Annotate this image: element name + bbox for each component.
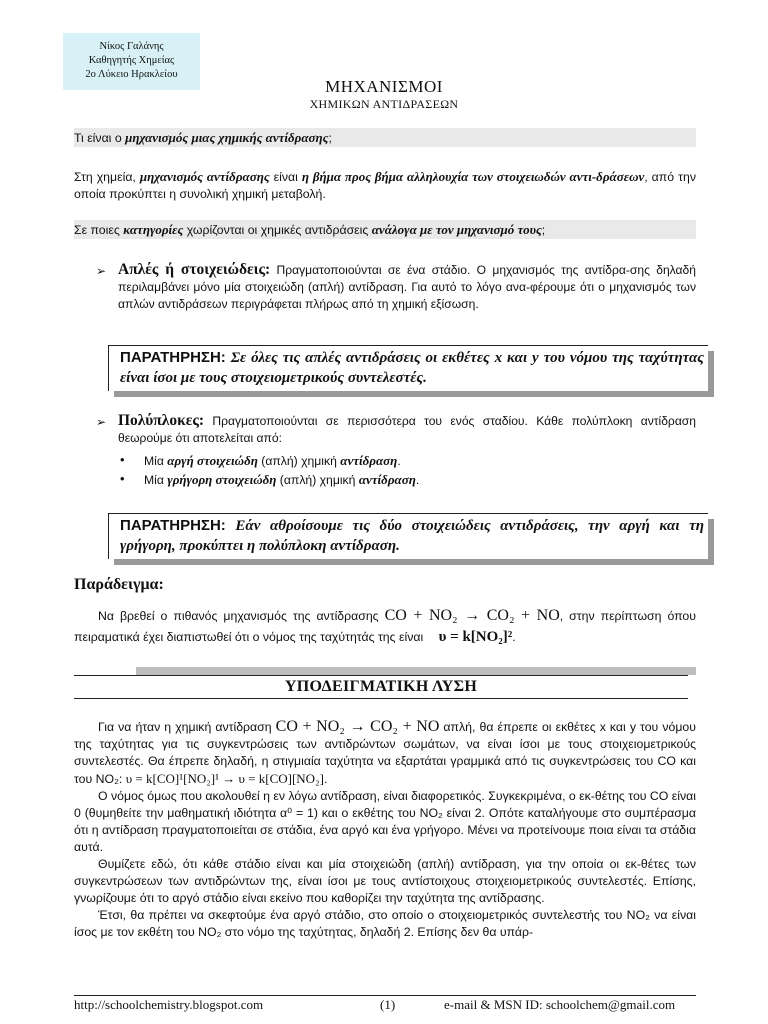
author-role: Καθηγητής Χημείας — [88, 55, 175, 66]
definition-paragraph: Στη χημεία, μηχανισμός αντίδρασης είναι η βήμα προς βήμα αλληλουχία των στοιχειωδών αντι-δράσεων, από την οποία προκύπτει η συνολική χημική μεταβολή. — [74, 169, 696, 201]
note-complex-reactions: ΠΑΡΑΤΗΡΗΣΗ: Εάν αθροίσουμε τις δύο στοιχειώδεις αντιδράσεις, την αργή και τη γρήγορη, προκύπτει η πολύπλοκη αντίδραση. — [108, 513, 708, 559]
solution-paragraph: Θυμίζετε εδώ, ότι κάθε στάδιο είναι και μία στοιχειώδη (απλή) αντίδραση, για την οποία οι εκ-θέτες των συγκεντρώσεων των αντιδρώντων της, είναι ίσοι με τους αντίστοιχους στοιχειομετρικούς συντελεστές. Επίσης, γνωρίζουμε ότι το αργό στάδιο είναι εκείνο που καθορίζει την ταχύτητα της αντίδρασης. — [74, 857, 696, 905]
rate-law-derivation: υ = k[CO]¹[NO₂]¹ → υ = k[CO][NO₂] — [125, 771, 324, 786]
note-label: ΠΑΡΑΤΗΡΗΣΗ: — [120, 349, 226, 366]
complex-reactions-heading: Πολύπλοκες: — [118, 412, 205, 429]
solution-heading: ΥΠΟΔΕΙΓΜΑΤΙΚΗ ΛΥΣΗ — [74, 675, 688, 699]
author-school: 2ο Λύκειο Ηρακλείου — [85, 69, 178, 80]
solution-heading-shade — [136, 667, 696, 675]
rate-law: υ = k[NO₂]² — [438, 629, 513, 645]
solution-body — [74, 718, 696, 941]
bullet-dot-icon: • — [120, 471, 125, 486]
list-item: Μία γρήγορη στοιχειώδη (απλή) χημική αντίδραση. — [144, 472, 420, 487]
page-subtitle: ΧΗΜΙΚΩΝ ΑΝΤΙΔΡΑΣΕΩΝ — [309, 97, 459, 111]
question-categories: Σε ποιες κατηγορίες χωρίζονται οι χημικές αντιδράσεις ανάλογα με τον μηχανισμό τους; — [74, 222, 546, 237]
question-emphasis: μηχανισμός μιας χημικής αντίδρασης — [125, 130, 329, 145]
bullet-dot-icon: • — [120, 452, 125, 467]
arrow-bullet-icon: ➢ — [96, 415, 107, 429]
footer-divider — [74, 995, 696, 996]
solution-paragraph: Έτσι, θα πρέπει να σκεφτούμε ένα αργό στάδιο, στο οποίο ο στοιχειομετρικός συντελεστής του NO₂ να είναι ίσος με τον εκθέτη του NO₂ στο νόμο της ταχύτητας, δηλαδή 2. Επίσης δεν θα υπάρ- — [74, 908, 696, 939]
footer-contact: e-mail & MSN ID: schoolchem@gmail.com — [444, 997, 676, 1012]
example-heading: Παράδειγμα: — [74, 576, 164, 593]
list-item: Μία αργή στοιχειώδη (απλή) χημική αντίδραση. — [144, 453, 401, 468]
complex-reactions-item: Πολύπλοκες: Πραγματοποιούνται σε περισσότερα του ενός σταδίου. Κάθε πολύπλοκη αντίδραση θεωρούμε ότι αποτελείται από: — [118, 412, 696, 445]
solution-paragraph: Για να ήταν η χημική αντίδραση CO + NO₂ → CO₂ + NO απλή, θα έπρεπε οι εκθέτες x και y του νόμου της ταχύτητας για τις συγκεντρώσεις των αντιδρώντων σωμάτων, να είναι ίσοι με τους στοιχειομετρικούς συντελεστές. Θα έπρεπε δηλαδή, η στιγμιαία ταχύτητα να εξαρτάται γραμμικά από τις συγκεντρώσεις του CO και του NO₂: υ = k[CO]¹[NO₂]¹ → υ = k[CO][NO₂]. — [74, 718, 696, 786]
author-name: Νίκος Γαλάνης — [99, 41, 164, 52]
simple-reactions-heading: Απλές ή στοιχειώδεις: — [118, 261, 271, 278]
arrow-bullet-icon: ➢ — [96, 264, 107, 278]
simple-reactions-item: Απλές ή στοιχειώδεις: Πραγματοποιούνται σε ένα στάδιο. Ο μηχανισμός της αντίδρα-σης δηλαδή περιλαμβάνει μόνο μία στοιχειώδη (απλή) αντίδραση. Για αυτό το λόγο ανα-φέρουμε ότι ο μηχανισμός των απλών αντιδράσεων περιγράφεται πλήρως από τη χημική εξίσωση. — [118, 261, 696, 311]
note-label: ΠΑΡΑΤΗΡΗΣΗ: — [120, 517, 226, 534]
page-title: ΜΗΧΑΝΙΣΜΟΙ — [325, 77, 443, 96]
question-what-is-mechanism: Τι είναι ο μηχανισμός μιας χημικής αντίδρασης; — [74, 130, 332, 145]
solution-paragraph: Ο νόμος όμως που ακολουθεί η εν λόγω αντίδραση, είναι διαφορετικός. Συγκεκριμένα, ο εκ-θέτης του CO είναι 0 (θυμηθείτε την μαθηματική ιδιότητα α⁰ = 1) και ο εκθέτης του NO₂ είναι 2. Οπότε καταλήγουμε στο συμπέρασμα ότι η αντίδραση πραγματοποιείται σε στάδια, ένα αργό και ένα γρήγορο. Μένει να προτείνουμε ποια είναι τα στάδια αυτά. — [74, 789, 696, 854]
note-simple-reactions: ΠΑΡΑΤΗΡΗΣΗ: Σε όλες τις απλές αντιδράσεις οι εκθέτες x και y του νόμου της ταχύτητας είναι ίσοι με τους στοιχειομετρικούς συντελεστές. — [108, 345, 708, 391]
page-number: (1) — [380, 997, 396, 1012]
example-paragraph: Να βρεθεί ο πιθανός μηχανισμός της αντίδρασης CO + NO₂ → CO₂ + NO, στην περίπτωση όπου πειραματικά έχει διαπιστωθεί ότι ο νόμος της ταχύτητάς της είναι υ = k[NO₂]². — [74, 607, 696, 645]
footer-url[interactable]: http://schoolchemistry.blogspot.com — [74, 997, 264, 1012]
reaction-equation: CO + NO₂ → CO₂ + NO — [384, 607, 560, 624]
